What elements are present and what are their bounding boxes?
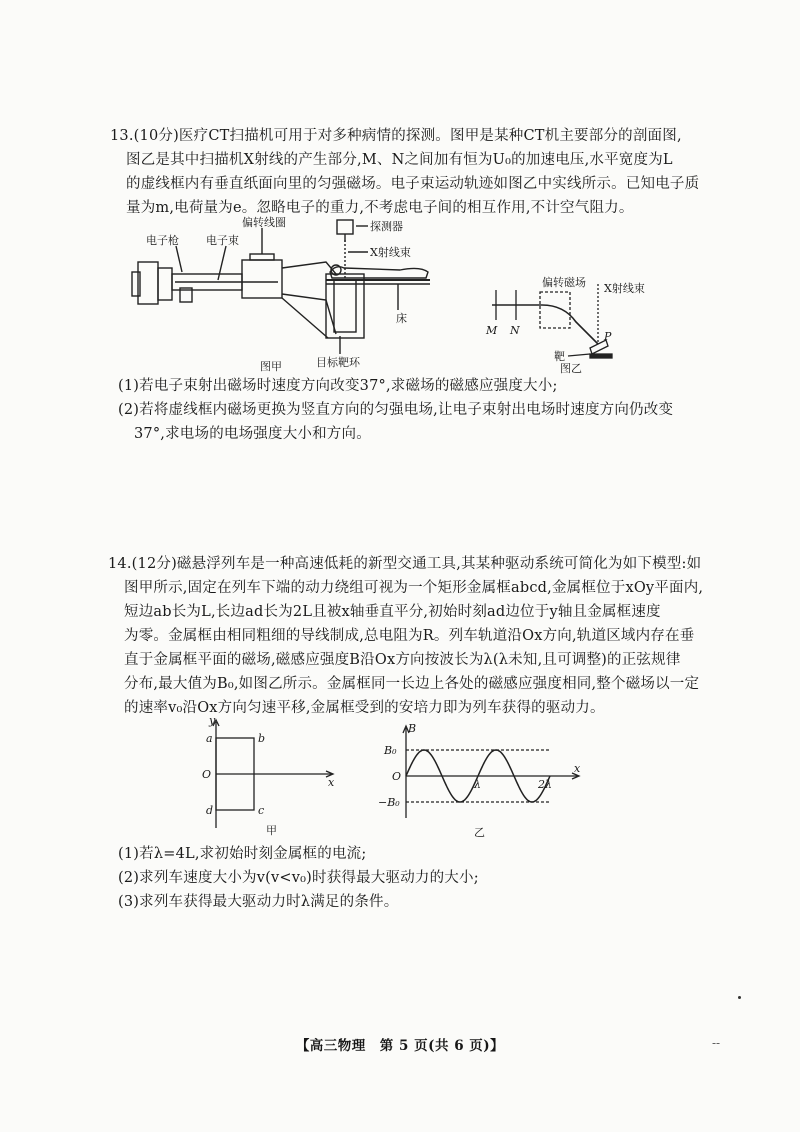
q13-line: 图乙是其中扫描机X射线的产生部分,M、N之间加有恒为U₀的加速电压,水平宽度为L [126, 152, 673, 168]
q14-line: 14.(12分)磁悬浮列车是一种高速低耗的新型交通工具,其某种驱动系统可简化为如下模型:如 [108, 556, 702, 572]
label-P: P [604, 330, 612, 343]
label-a: a [206, 732, 213, 745]
electron-gun-cap [132, 272, 140, 296]
beam-funnel [282, 262, 336, 334]
footer-mark: -- [712, 1036, 721, 1050]
label-B0: B₀ [384, 744, 397, 757]
magnetic-field-box [540, 292, 570, 328]
label-y: y [209, 716, 216, 727]
target-base [590, 354, 612, 358]
electron-gun-neck [158, 268, 172, 300]
label-deflection-coil: 偏转线圈 [242, 216, 286, 229]
q14-sub-1: (1)若λ=4L,求初始时刻金属框的电流; [118, 846, 367, 862]
question-13-subquestions [118, 374, 718, 446]
q13-sub-2: (2)若将虚线框内磁场更换为竖直方向的匀强电场,让电子束射出电场时速度方向仍改变 [118, 402, 674, 418]
label-xray-yi: X射线束 [604, 282, 645, 295]
label-B: B [408, 722, 417, 735]
caption-q14-yi: 乙 [474, 826, 485, 839]
leader-target-yi [568, 354, 590, 356]
q14-line: 的速率v₀沿Ox方向匀速平移,金属框受到的安培力即为列车获得的驱动力。 [124, 700, 605, 716]
label-detector: 探测器 [370, 220, 403, 233]
label-electron-gun: 电子枪 [146, 234, 179, 247]
q14-line: 分布,最大值为B₀,如图乙所示。金属框同一长边上各处的磁感应强度相同,整个磁场以一定 [124, 676, 700, 692]
label-xray-beam: X射线束 [370, 246, 411, 259]
leader-gun [176, 246, 182, 272]
q13-line: 13.(10分)医疗CT扫描机可用于对多种病情的探测。图甲是某种CT机主要部分的剖面图, [110, 128, 682, 144]
label-negB0: −B₀ [378, 796, 400, 809]
detector [337, 220, 353, 234]
coil-top [250, 254, 274, 260]
label-target-yi: 靶 [554, 350, 565, 363]
question-14-subquestions [118, 842, 718, 914]
q13-figure-jia [130, 214, 450, 374]
q14-sub-3: (3)求列车获得最大驱动力时λ满足的条件。 [118, 894, 399, 910]
label-O: O [202, 768, 212, 781]
question-13-text [110, 124, 710, 220]
label-bed: 床 [396, 312, 407, 325]
label-M: M [486, 324, 498, 337]
q14-figure-yi [378, 722, 588, 840]
label-O-yi: O [392, 770, 402, 783]
q13-figure-yi [480, 270, 680, 374]
q14-line: 直于金属框平面的磁场,磁感应强度B沿Ox方向按波长为λ(λ未知,且可调整)的正弦规律 [124, 652, 681, 668]
label-d: d [206, 804, 214, 817]
q14-sub-2: (2)求列车速度大小为v(v<v₀)时获得最大驱动力的大小; [118, 870, 479, 886]
label-c: c [258, 804, 265, 817]
label-electron-beam: 电子束 [206, 234, 239, 247]
label-deflection-field: 偏转磁场 [542, 276, 586, 289]
speck [738, 996, 741, 999]
label-N: N [510, 324, 520, 337]
label-2lambda: 2λ [538, 778, 552, 791]
target-ring-inner [334, 280, 356, 332]
deflection-coil [242, 260, 282, 298]
label-x: x [328, 776, 335, 789]
electron-trajectory [492, 305, 598, 344]
q13-sub-1: (1)若电子束射出磁场时速度方向改变37°,求磁场的磁感应强度大小; [118, 378, 558, 394]
caption-q14-jia: 甲 [266, 824, 277, 837]
question-14-text [108, 552, 728, 720]
label-b: b [258, 732, 266, 745]
caption-figure-yi: 图乙 [560, 362, 582, 374]
beam-funnel-lower [282, 298, 328, 338]
q13-sub-2-cont: 37°,求电场的电场强度大小和方向。 [134, 426, 371, 442]
electron-gun-body [138, 262, 158, 304]
q13-line: 量为m,电荷量为e。忽略电子的重力,不考虑电子间的相互作用,不计空气阻力。 [126, 200, 634, 216]
q14-line: 为零。金属框由相同粗细的导线制成,总电阻为R。列车轨道沿Ox方向,轨道区域内存在垂 [124, 628, 695, 644]
q13-line: 的虚线框内有垂直纸面向里的匀强磁场。电子束运动轨迹如图乙中实线所示。已知电子质 [126, 176, 700, 192]
leader-beam [218, 246, 226, 280]
page-footer: 【高三物理 第 5 页(共 6 页)】 [295, 1038, 505, 1054]
label-x-yi: x [574, 762, 581, 775]
q14-line: 短边ab长为L,长边ad长为2L且被x轴垂直平分,初始时刻ad边位于y轴且金属框速度 [124, 604, 661, 620]
q14-figure-jia [196, 716, 346, 840]
label-lambda: λ [474, 778, 481, 791]
caption-figure-jia: 图甲 [260, 360, 282, 373]
q14-line: 图甲所示,固定在列车下端的动力绕组可视为一个矩形金属框abcd,金属框位于xOy平面内, [124, 580, 704, 596]
label-target-ring: 目标靶环 [316, 356, 360, 369]
